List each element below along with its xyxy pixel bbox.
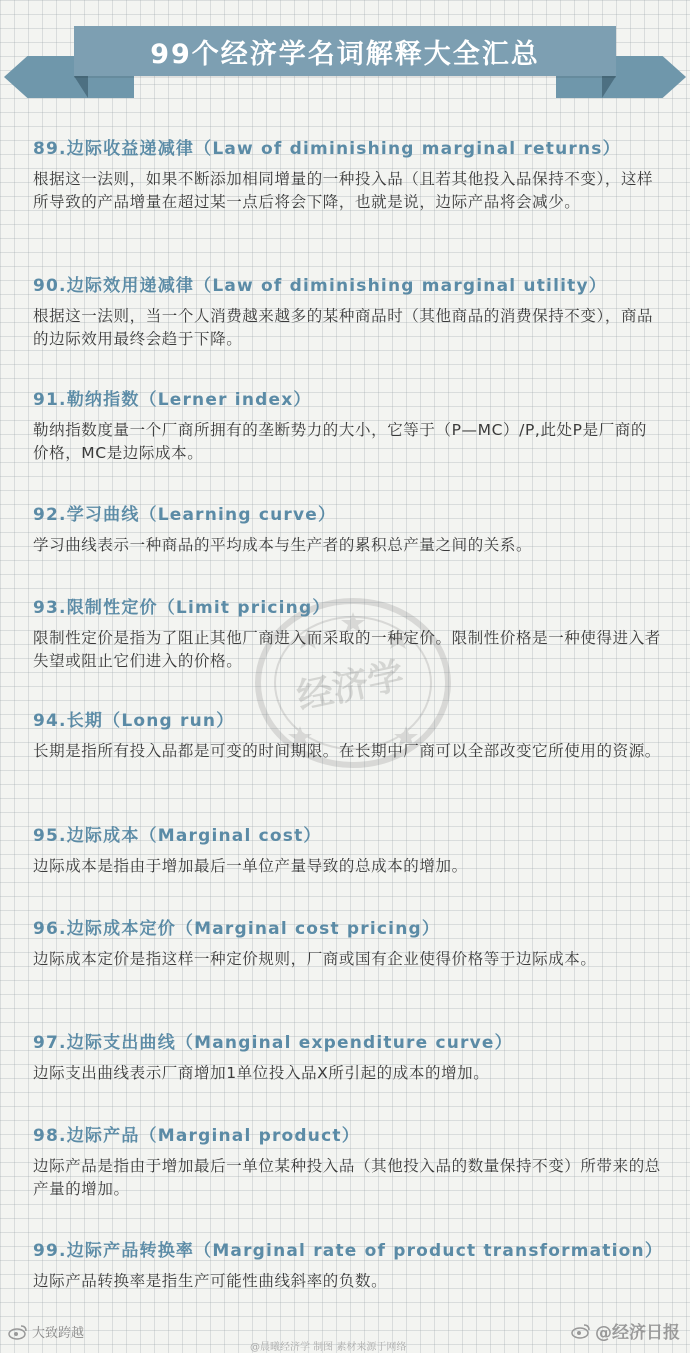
entry-96 (33, 918, 663, 971)
weibo-icon (8, 1324, 28, 1340)
entry-title: 99.边际产品转换率（Marginal rate of product transformation） (33, 1241, 664, 1261)
entry-body: 边际支出曲线表示厂商增加1单位投入品X所引起的成本的增加。 (33, 1064, 490, 1082)
entry-91 (33, 389, 663, 465)
entry-body: 根据这一法则，当一个人消费越来越多的某种商品时（其他商品的消费保持不变），商品的边际效用最终会趋于下降。 (33, 307, 654, 348)
watermark-text: 经济学 (293, 655, 408, 719)
footer-left-credit (8, 1322, 84, 1341)
entry-95 (33, 825, 663, 878)
title-banner (74, 26, 616, 76)
entry-body: 边际成本是指由于增加最后一单位产量导致的总成本的增加。 (33, 857, 468, 875)
entry-title: 98.边际产品（Marginal product） (33, 1126, 360, 1146)
entry-body: 根据这一法则，如果不断添加相同增量的一种投入品（且若其他投入品保持不变），这样所导致的产品增量在超过某一点后将会下降，也就是说，边际产品将会减少。 (33, 170, 654, 211)
weibo-icon (571, 1323, 591, 1339)
entry-body: 限制性定价是指为了阻止其他厂商进入而采取的一种定价。限制性价格是一种使得进入者失望或阻止它们进入的价格。 (33, 629, 661, 670)
entry-93 (33, 597, 663, 673)
footer-left-text: 大致跨越 (32, 1326, 85, 1341)
banner-right-fold (602, 76, 616, 98)
footer-right-credit[interactable] (571, 1318, 680, 1343)
entry-body: 长期是指所有投入品都是可变的时间期限。在长期中厂商可以全部改变它所使用的资源。 (33, 742, 661, 760)
entry-title: 90.边际效用递减律（Law of diminishing marginal utility） (33, 276, 607, 296)
entry-98 (33, 1125, 663, 1201)
entry-99 (33, 1240, 663, 1293)
footer-source-note: @晨曦经济学 制图 素材来源于网络 (250, 1342, 407, 1353)
page-title: 99个经济学名词解释大全汇总 (150, 38, 540, 70)
entry-89 (33, 138, 663, 214)
banner-left-fold (74, 76, 88, 98)
entry-body: 学习曲线表示一种商品的平均成本与生产者的累积总产量之间的关系。 (33, 536, 533, 554)
entry-title: 89.边际收益递减律（Law of diminishing marginal returns） (33, 139, 621, 159)
entry-92 (33, 504, 663, 557)
entry-body: 勒纳指数度量一个厂商所拥有的垄断势力的大小，它等于（P—MC）/P,此处P是厂商的价格，MC是边际成本。 (33, 421, 647, 462)
footer-right-text: @经济日报 (595, 1323, 680, 1343)
entry-title: 93.限制性定价（Limit pricing） (33, 598, 331, 618)
entry-title: 91.勒纳指数（Lerner index） (33, 390, 312, 410)
entry-title: 97.边际支出曲线（Manginal expenditure curve） (33, 1033, 513, 1053)
entry-body: 边际产品是指由于增加最后一单位某种投入品（其他投入品的数量保持不变）所带来的总产量的增加。 (33, 1157, 661, 1198)
entry-body: 边际产品转换率是指生产可能性曲线斜率的负数。 (33, 1272, 388, 1290)
entry-body: 边际成本定价是指这样一种定价规则，厂商或国有企业使得价格等于边际成本。 (33, 950, 597, 968)
entry-94 (33, 710, 663, 763)
entry-title: 96.边际成本定价（Marginal cost pricing） (33, 919, 441, 939)
entry-97 (33, 1032, 663, 1085)
entry-title: 94.长期（Long run） (33, 711, 235, 731)
entry-title: 95.边际成本（Marginal cost） (33, 826, 322, 846)
entry-90 (33, 275, 663, 351)
entry-title: 92.学习曲线（Learning curve） (33, 505, 337, 525)
